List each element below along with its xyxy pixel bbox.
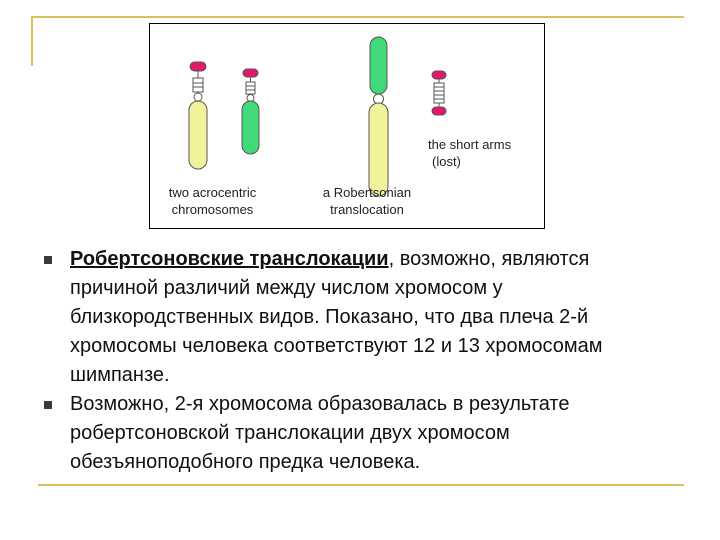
bottom-decor-line bbox=[38, 484, 684, 486]
label-rob-line2: translocation bbox=[330, 202, 404, 217]
lost-short-arms bbox=[432, 71, 446, 115]
label-short-line1: the short arms bbox=[428, 137, 512, 152]
bullet-square-icon bbox=[44, 256, 52, 264]
bullet-list bbox=[44, 245, 664, 477]
label-two-acrocentric bbox=[160, 184, 265, 218]
label-short-line2: (lost) bbox=[432, 154, 461, 169]
acrocentric-chromosome-green bbox=[242, 69, 259, 154]
bullet-text: Возможно, 2-я хромосома образовалась в результате робертсоновской транслокации двух хромосом обезъяноподобного предка человека. bbox=[70, 393, 570, 473]
bullet-item-1 bbox=[44, 245, 664, 390]
acrocentric-chromosome-yellow bbox=[189, 62, 207, 169]
label-rob-line1: a Robertsonian bbox=[322, 185, 412, 200]
left-decor-line bbox=[31, 16, 33, 66]
robertsonian-diagram bbox=[149, 23, 545, 229]
label-two-line2: chromosomes bbox=[171, 202, 254, 217]
label-robertsonian bbox=[312, 184, 422, 218]
bullet-text: , возможно, являются причиной различий между числом хромосом у близкородственных видов. Показано, что два плеча 2-й хромосомы человека соответствуют 12 и 13 хромосомам шимпанзе. bbox=[70, 248, 603, 386]
label-two-line1: two acrocentric bbox=[168, 185, 257, 200]
top-decor-line bbox=[32, 16, 684, 18]
label-short-arms bbox=[428, 136, 511, 170]
bullet-square-icon bbox=[44, 401, 52, 409]
bullet-item-2 bbox=[44, 390, 664, 477]
robertsonian-chromosome bbox=[369, 37, 388, 196]
bullet-term: Робертсоновские транслокации bbox=[70, 248, 389, 270]
